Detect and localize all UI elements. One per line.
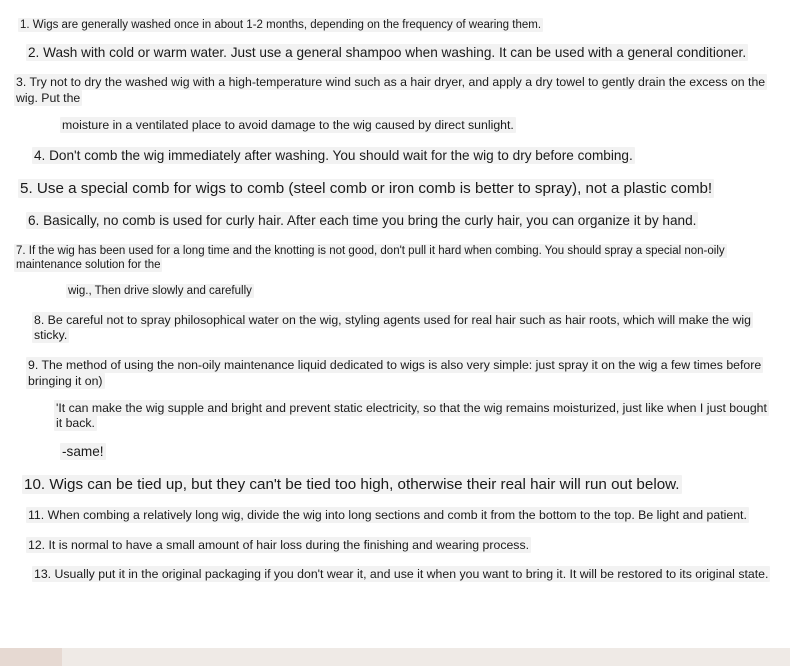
text-line	[14, 18, 776, 33]
text-line	[14, 313, 776, 344]
text-line-content: -same!	[62, 444, 104, 460]
text-line-content: 4. Don't comb the wig immediately after washing. You should wait for the wig to dry before combing.	[34, 148, 633, 164]
text-line-content: 11. When combing a relatively long wig, divide the wig into long sections and comb it from the bottom to the top. Be light and patient.	[28, 507, 747, 522]
text-line	[14, 475, 776, 494]
text-line-content: 10. Wigs can be tied up, but they can't be tied too high, otherwise their real hair will run out below.	[24, 475, 680, 493]
text-line-content: 9. The method of using the non-oily maintenance liquid dedicated to wigs is also very simple: just spray it on the wig a few times before bringing it on)	[28, 358, 762, 388]
text-line-content: 3. Try not to dry the washed wig with a high-temperature wind such as a hair dryer, and apply a dry towel to gently drain the excess on the wig. Put the	[16, 75, 766, 105]
text-line	[14, 179, 776, 198]
text-line	[14, 567, 776, 583]
footer-bar	[0, 648, 790, 666]
text-line	[14, 244, 776, 273]
text-line-content: 5. Use a special comb for wigs to comb (steel comb or iron comb is better to spray), not a plastic comb!	[20, 179, 713, 197]
text-line-content: moisture in a ventilated place to avoid damage to the wig caused by direct sunlight.	[62, 117, 514, 132]
text-line-content: wig., Then drive slowly and carefully	[68, 284, 252, 297]
text-line	[14, 443, 776, 460]
text-line	[14, 538, 776, 554]
text-line-content: 6. Basically, no comb is used for curly hair. After each time you bring the curly hair, you can organize it by hand.	[28, 213, 697, 229]
text-line	[14, 284, 776, 299]
text-line	[14, 75, 776, 106]
text-line	[14, 401, 776, 432]
text-line	[14, 358, 776, 389]
instruction-list	[14, 18, 776, 583]
footer-accent-block	[0, 648, 62, 666]
text-line-content: 1. Wigs are generally washed once in about 1-2 months, depending on the frequency of wearing them.	[20, 19, 542, 31]
text-line	[14, 147, 776, 164]
text-line-content: 13. Usually put it in the original packaging if you don't wear it, and use it when you want to bring it. It will be restored to its original state.	[34, 567, 769, 582]
text-line	[14, 118, 776, 134]
text-line	[14, 212, 776, 229]
text-line-content: 12. It is normal to have a small amount of hair loss during the finishing and wearing process.	[28, 537, 530, 552]
text-line-content: 2. Wash with cold or warm water. Just use a general shampoo when washing. It can be used with a general conditioner.	[28, 44, 747, 60]
text-line-content: 8. Be careful not to spray philosophical water on the wig, styling agents used for real hair such as hair roots, which will make the wig sticky.	[34, 312, 751, 343]
text-line-content: 'It can make the wig supple and bright and prevent static electricity, so that the wig remains moisturized, just like when I just bought it back.	[56, 400, 767, 431]
text-line	[14, 508, 776, 524]
text-line	[14, 44, 776, 61]
text-line-content: 7. If the wig has been used for a long time and the knotting is not good, don't pull it hard when combing. You should spray a special non-oily maintenance solution for the	[16, 244, 725, 272]
